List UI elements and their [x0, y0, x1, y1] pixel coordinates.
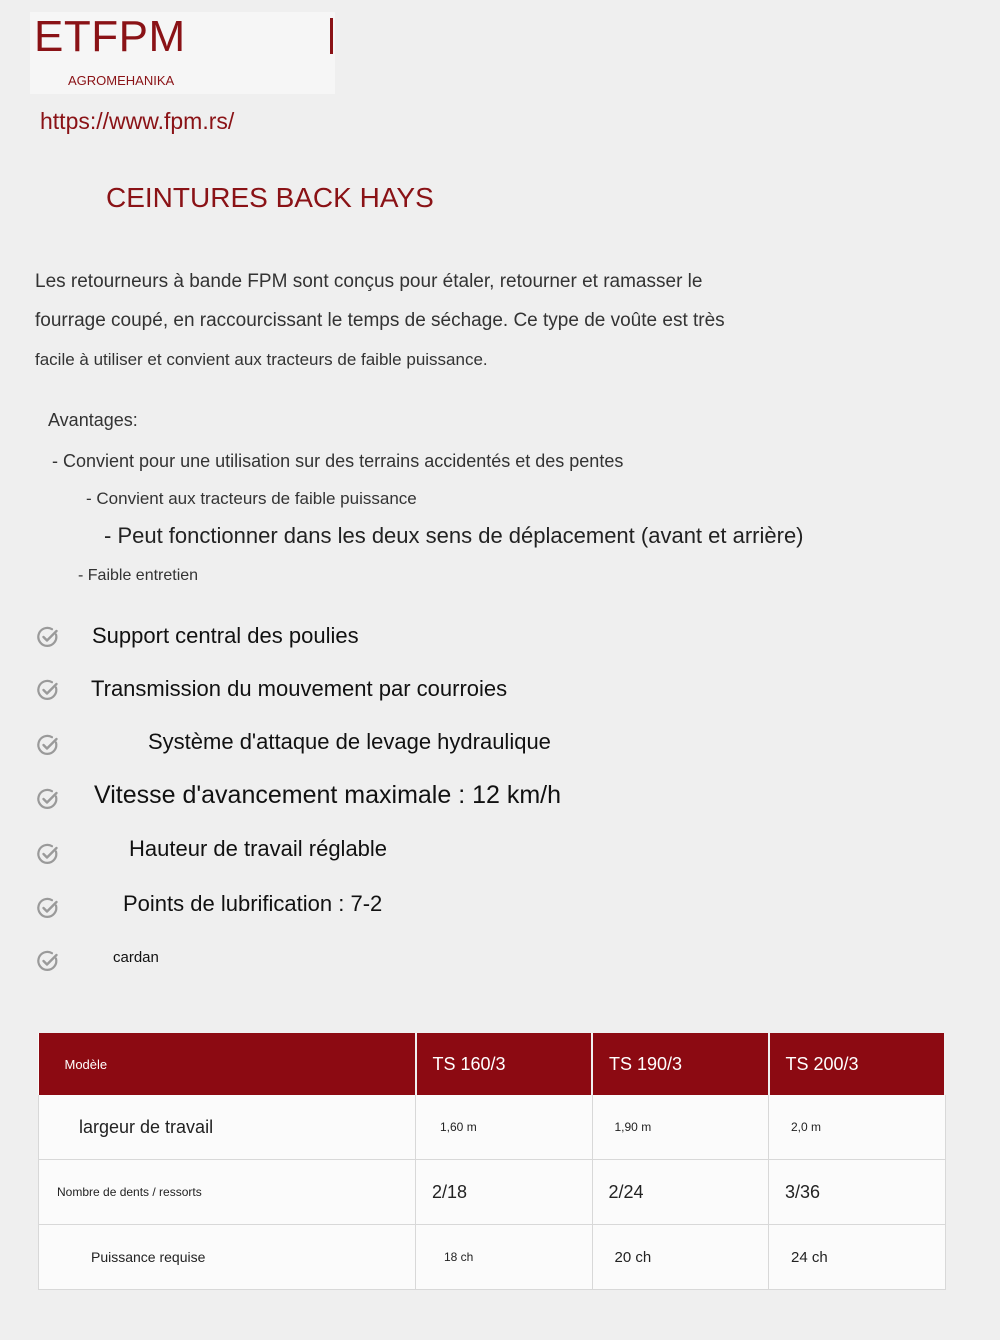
- check-circle-icon: [36, 678, 60, 702]
- logo-divider: [330, 18, 333, 54]
- feature-label: Points de lubrification : 7-2: [123, 891, 383, 916]
- check-circle-icon: [36, 949, 60, 973]
- table-cell: 2/18: [416, 1160, 593, 1225]
- advantages-heading: Avantages:: [48, 410, 138, 430]
- brand-logo: ETFPM: [34, 12, 186, 61]
- column-header: Modèle: [39, 1033, 416, 1095]
- brand-subtitle: AGROMEHANIKA: [68, 73, 175, 88]
- specs-table: [38, 1033, 946, 1290]
- feature-label: cardan: [113, 949, 159, 966]
- table-row: [39, 1095, 946, 1160]
- table-cell: 18 ch: [416, 1225, 593, 1290]
- feature-label: Support central des poulies: [92, 623, 359, 648]
- column-header: TS 160/3: [416, 1033, 593, 1095]
- check-circle-icon: [36, 733, 60, 757]
- column-header: TS 200/3: [769, 1033, 946, 1095]
- table-cell: 3/36: [769, 1160, 946, 1225]
- website-link[interactable]: https://www.fpm.rs/: [40, 108, 235, 134]
- feature-label: Système d'attaque de levage hydraulique: [148, 729, 551, 754]
- table-cell: 2/24: [592, 1160, 769, 1225]
- feature-label: Hauteur de travail réglable: [129, 836, 388, 861]
- page-title: CEINTURES BACK HAYS: [106, 182, 434, 213]
- check-circle-icon: [36, 787, 60, 811]
- advantage-item: - Convient aux tracteurs de faible puissance: [86, 489, 417, 508]
- table-row: [39, 1160, 946, 1225]
- intro-line: fourrage coupé, en raccourcissant le temps de séchage. Ce type de voûte est très: [35, 310, 725, 331]
- check-circle-icon: [36, 625, 60, 649]
- advantage-item: - Convient pour une utilisation sur des terrains accidentés et des pentes: [52, 451, 624, 471]
- feature-label: Vitesse d'avancement maximale : 12 km/h: [94, 781, 562, 809]
- feature-label: Transmission du mouvement par courroies: [91, 676, 508, 701]
- advantage-item: - Faible entretien: [78, 567, 199, 584]
- column-header: TS 190/3: [592, 1033, 769, 1095]
- table-cell: 2,0 m: [769, 1095, 946, 1160]
- advantage-item: - Peut fonctionner dans les deux sens de déplacement (avant et arrière): [104, 523, 804, 548]
- intro-line: facile à utiliser et convient aux tracteurs de faible puissance.: [35, 350, 488, 369]
- table-cell: 1,60 m: [416, 1095, 593, 1160]
- table-row: [39, 1225, 946, 1290]
- check-circle-icon: [36, 896, 60, 920]
- table-cell: Nombre de dents / ressorts: [39, 1160, 416, 1225]
- table-header-row: [39, 1033, 946, 1095]
- table-cell: largeur de travail: [39, 1095, 416, 1160]
- table-cell: 20 ch: [592, 1225, 769, 1290]
- table-cell: 24 ch: [769, 1225, 946, 1290]
- table-cell: Puissance requise: [39, 1225, 416, 1290]
- intro-line: Les retourneurs à bande FPM sont conçus pour étaler, retourner et ramasser le: [35, 271, 703, 292]
- table-cell: 1,90 m: [592, 1095, 769, 1160]
- check-circle-icon: [36, 842, 60, 866]
